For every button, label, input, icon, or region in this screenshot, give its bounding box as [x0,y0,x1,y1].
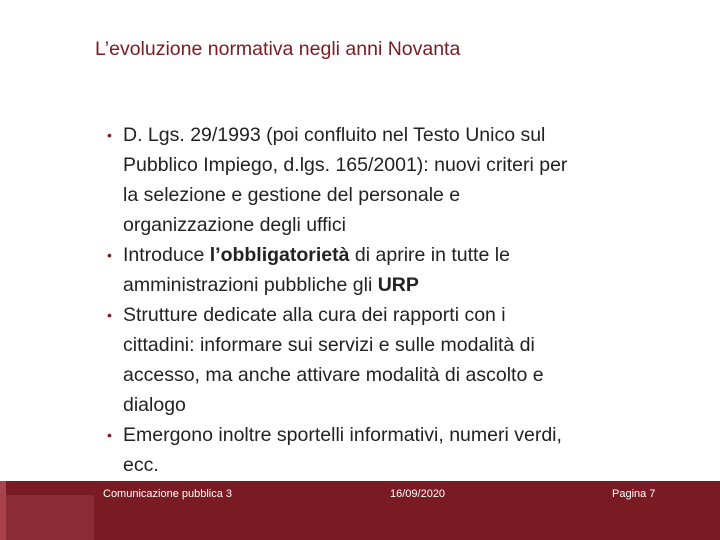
bullet-item-1 [107,120,697,240]
bullet-text-segment: Introduce [123,244,210,266]
bullet-icon: • [107,427,112,443]
bullet-text-line: Emergono inoltre sportelli informativi, numeri verdi, [123,424,562,446]
bullet-text-segment: amministrazioni pubbliche gli [123,274,378,296]
bullet-text-segment: di aprire in tutte le [349,244,510,266]
bullet-item-2 [107,240,697,300]
bullet-item-3 [107,300,697,420]
bullet-text-line: organizzazione degli uffici [123,214,346,236]
bullet-text-line: Strutture dedicate alla cura dei rapporti con i [123,304,506,326]
footer-date: 16/09/2020 [390,488,446,500]
bullet-icon: • [107,247,112,263]
bullet-text-line: dialogo [123,394,186,416]
bullet-icon: • [107,307,112,323]
footer-left-block [6,495,94,540]
bullet-text-line: cittadini: informare sui servizi e sulle modalità di [123,334,535,356]
bullet-text-bold: l’obbligatorietà [209,244,350,266]
bullet-list [107,120,697,480]
footer-presentation-name: Comunicazione pubblica 3 [103,488,233,500]
bullet-text-line: Pubblico Impiego, d.lgs. 165/2001): nuovi criteri per [123,154,568,176]
bullet-text-line: accesso, ma anche attivare modalità di ascolto e [123,364,544,386]
footer-page-number: Pagina 7 [612,488,656,500]
bullet-item-4 [107,420,697,480]
bullet-text-line [123,270,697,300]
bullet-text-line: la selezione e gestione del personale e [123,184,461,206]
bullet-text-line: D. Lgs. 29/1993 (poi confluito nel Testo Unico sul [123,124,546,146]
bullet-text-bold: URP [377,274,419,296]
slide-title: L’evoluzione normativa negli anni Novanta [95,38,461,60]
bullet-icon: • [107,127,112,143]
bullet-text-line: ecc. [123,454,159,476]
bullet-text-line [123,240,697,270]
